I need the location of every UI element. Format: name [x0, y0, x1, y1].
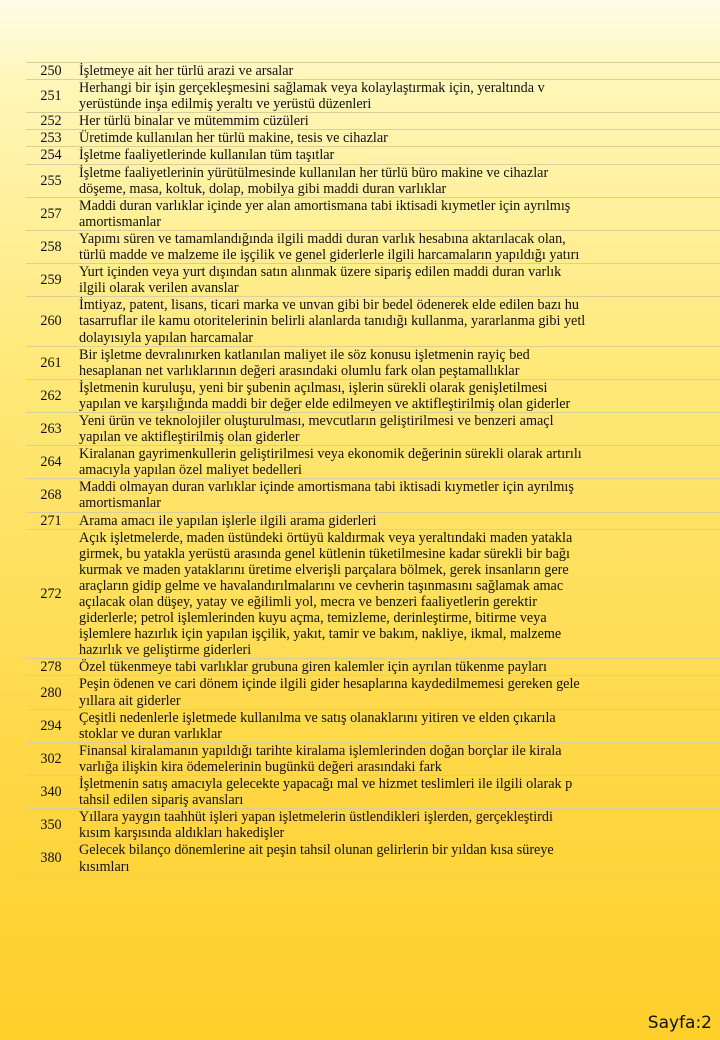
account-description: [76, 412, 720, 445]
description-line: ilgili olarak verilen avanslar: [79, 280, 239, 297]
description-line: Yıllara yaygın taahhüt işleri yapan işletmelerin üstlendikleri işlerden, gerçekleştirdi: [79, 809, 553, 826]
account-description: [76, 842, 720, 875]
table-row: [26, 446, 720, 479]
table-row: [26, 809, 720, 842]
description-line: yapılan ve karşılığında maddi bir değer elde edilmeyen ve aktifleştirilmiş olan giderler: [79, 395, 571, 412]
description-line: Üretimde kullanılan her türlü makine, tesis ve cihazlar: [79, 130, 388, 147]
account-description: [76, 479, 720, 512]
account-description: [76, 512, 720, 529]
description-line: dolayısıyla yapılan harcamalar: [79, 329, 254, 346]
page-number: Sayfa:2: [647, 1013, 712, 1033]
description-line: İşletmenin satış amacıyla gelecekte yapacağı mal ve hizmet teslimleri ile ilgili olarak p: [79, 776, 573, 793]
table-row: [26, 379, 720, 412]
description-line: amortismanlar: [79, 213, 161, 230]
description-line: yıllara ait giderler: [79, 692, 181, 709]
description-line: İşletme faaliyetlerinde kullanılan tüm taşıtlar: [79, 147, 335, 164]
description-line: yapılan ve aktifleştirilmiş olan giderler: [79, 429, 300, 446]
table-row: [26, 113, 720, 130]
description-line: İşletme faaliyetlerinin yürütülmesinde kullanılan her türlü büro makine ve cihazlar: [79, 164, 549, 181]
account-code: 278: [26, 659, 76, 676]
account-code: 255: [26, 164, 76, 197]
description-line: varlığa ilişkin kira ödemelerinin bugünkü değeri arasındaki fark: [79, 758, 442, 775]
account-code: 340: [26, 776, 76, 809]
description-line: girmek, bu yatakla yerüstü arasında genel kütlenin tüketilmesine kadar sürekli bir bağı: [79, 545, 570, 562]
table-row: [26, 676, 720, 709]
account-code: 294: [26, 709, 76, 742]
table-row: [26, 147, 720, 164]
account-code: 261: [26, 346, 76, 379]
table-row: [26, 479, 720, 512]
description-line: Finansal kiralamanın yapıldığı tarihte kiralama işlemlerinden doğan borçlar ile kirala: [79, 742, 562, 759]
table-row: [26, 164, 720, 197]
description-line: Maddi duran varlıklar içinde yer alan amortismana tabi iktisadi kıymetler için ayrılmış: [79, 197, 571, 214]
description-line: tahsil edilen sipariş avansları: [79, 792, 244, 809]
account-code: 260: [26, 297, 76, 346]
account-code: 250: [26, 63, 76, 80]
account-code: 257: [26, 197, 76, 230]
account-code: 271: [26, 512, 76, 529]
account-code: 259: [26, 264, 76, 297]
description-line: tasarruflar ile kamu otoritelerinin belirli alanlarda tanıdığı kullanma, yararlanma gibi yetl: [79, 313, 586, 330]
account-code: 252: [26, 113, 76, 130]
description-line: Herhangi bir işin gerçekleşmesini sağlamak veya kolaylaştırmak için, yeraltında v: [79, 80, 545, 97]
account-code: 251: [26, 80, 76, 113]
description-line: İşletmeye ait her türlü arazi ve arsalar: [79, 63, 294, 79]
description-line: stoklar ve duran varlıklar: [79, 725, 223, 742]
description-line: hesaplanan net varlıklarının değeri arasındaki olumlu fark olan peştamallıklar: [79, 362, 520, 379]
description-line: Gelecek bilanço dönemlerine ait peşin tahsil olunan gelirlerin bir yıldan kısa süreye: [79, 842, 554, 859]
table-row: [26, 659, 720, 676]
description-line: Açık işletmelerde, maden üstündeki örtüyü kaldırmak veya yeraltındaki maden yatakla: [79, 529, 573, 546]
description-line: Çeşitli nedenlerle işletmede kullanılma ve satış olanaklarını yitiren ve elden çıkarıla: [79, 709, 556, 726]
account-description: [76, 80, 720, 113]
account-description: [76, 446, 720, 479]
account-code: 263: [26, 412, 76, 445]
description-line: Yeni ürün ve teknolojiler oluşturulması, mevcutların geliştirilmesi ve benzeri amaçl: [79, 412, 554, 429]
account-description: [76, 709, 720, 742]
table-row: [26, 842, 720, 875]
description-line: hazırlık ve geliştirme giderleri: [79, 642, 252, 659]
table-row: [26, 197, 720, 230]
account-code: 272: [26, 529, 76, 659]
account-code: 258: [26, 230, 76, 263]
table-row: [26, 63, 720, 80]
account-description: [76, 776, 720, 809]
account-description: [76, 346, 720, 379]
account-description: [76, 529, 720, 659]
description-line: Peşin ödenen ve cari dönem içinde ilgili gider hesaplarına kaydedilmemesi gereken gele: [79, 676, 580, 693]
description-line: Kiralanan gayrimenkullerin geliştirilmesi veya ekonomik değerinin sürekli olarak artırılı: [79, 446, 582, 463]
account-code: 280: [26, 676, 76, 709]
description-line: kurmak ve maden yataklarını üretime elverişli parçalara bölmek, gerek insanların gere: [79, 561, 569, 578]
table-row: [26, 512, 720, 529]
table-row: [26, 264, 720, 297]
table-row: [26, 709, 720, 742]
account-code: 262: [26, 379, 76, 412]
description-line: Arama amacı ile yapılan işlerle ilgili arama giderleri: [79, 512, 377, 529]
description-line: Yurt içinden veya yurt dışından satın alınmak üzere sipariş edilen maddi duran varlık: [79, 264, 562, 281]
account-description: [76, 63, 720, 80]
account-description: [76, 147, 720, 164]
description-line: İmtiyaz, patent, lisans, ticari marka ve unvan gibi bir bedel ödenerek elde edilen bazı hu: [79, 297, 579, 314]
account-description: [76, 659, 720, 676]
account-description: [76, 130, 720, 147]
table-row: [26, 297, 720, 346]
account-description: [76, 742, 720, 775]
description-line: amacıyla yapılan özel maliyet bedelleri: [79, 462, 302, 479]
table-row: [26, 230, 720, 263]
account-description: [76, 264, 720, 297]
description-line: döşeme, masa, koltuk, dolap, mobilya gibi maddi duran varlıklar: [79, 180, 447, 197]
account-code: 380: [26, 842, 76, 875]
account-code: 350: [26, 809, 76, 842]
account-description: [76, 197, 720, 230]
table-row: [26, 776, 720, 809]
description-line: Yapımı süren ve tamamlandığında ilgili maddi duran varlık hesabına aktarılacak olan,: [79, 230, 566, 247]
description-line: Maddi olmayan duran varlıklar içinde amortismana tabi iktisadi kıymetler için ayrılmış: [79, 479, 574, 496]
account-description: [76, 297, 720, 346]
account-code: 253: [26, 130, 76, 147]
description-line: Özel tükenmeye tabi varlıklar grubuna giren kalemler için ayrılan tükenme payları: [79, 659, 548, 676]
description-line: türlü madde ve malzeme ile işçilik ve genel giderlerle ilgili harcamaların yapıldığı yatırı: [79, 247, 580, 264]
account-code: 254: [26, 147, 76, 164]
table-row: [26, 130, 720, 147]
description-line: İşletmenin kuruluşu, yeni bir şubenin açılması, işlerin sürekli olarak genişletilmesi: [79, 379, 548, 396]
account-description: [76, 113, 720, 130]
description-line: kısım karşısında aldıkları hakedişler: [79, 825, 285, 842]
account-description: [76, 379, 720, 412]
account-code: 302: [26, 742, 76, 775]
table-row: [26, 80, 720, 113]
account-description: [76, 809, 720, 842]
description-line: açılacak olan düşey, yatay ve eğilimli yol, mecra ve benzeri faaliyetlerin gerektir: [79, 594, 537, 610]
description-line: Bir işletme devralınırken katlanılan maliyet ile söz konusu işletmenin rayiç bed: [79, 346, 530, 363]
account-code: 268: [26, 479, 76, 512]
description-line: işlemlere hazırlık için yapılan işçilik, yakıt, tamir ve bakım, nakliye, ikmal, malzeme: [79, 626, 562, 643]
table-row: [26, 346, 720, 379]
description-line: yerüstünde inşa edilmiş yeraltı ve yerüstü düzenleri: [79, 96, 372, 113]
description-line: giderlerle; petrol işlemlerinden kuyu açma, temizleme, derinleştirme, bitirme veya: [79, 610, 547, 627]
account-description: [76, 164, 720, 197]
description-line: amortismanlar: [79, 495, 161, 512]
description-line: Her türlü binalar ve mütemmim cüzüleri: [79, 113, 309, 130]
account-code: 264: [26, 446, 76, 479]
table-row: [26, 529, 720, 659]
account-table-body: [26, 63, 720, 876]
description-line: kısımları: [79, 858, 130, 875]
account-description: [76, 676, 720, 709]
account-description: [76, 230, 720, 263]
table-row: [26, 742, 720, 775]
account-table: [26, 62, 720, 876]
description-line: araçların gidip gelme ve havalandırılmalarını ve cevherin taşınmasını sağlamak amac: [79, 577, 564, 594]
table-row: [26, 412, 720, 445]
